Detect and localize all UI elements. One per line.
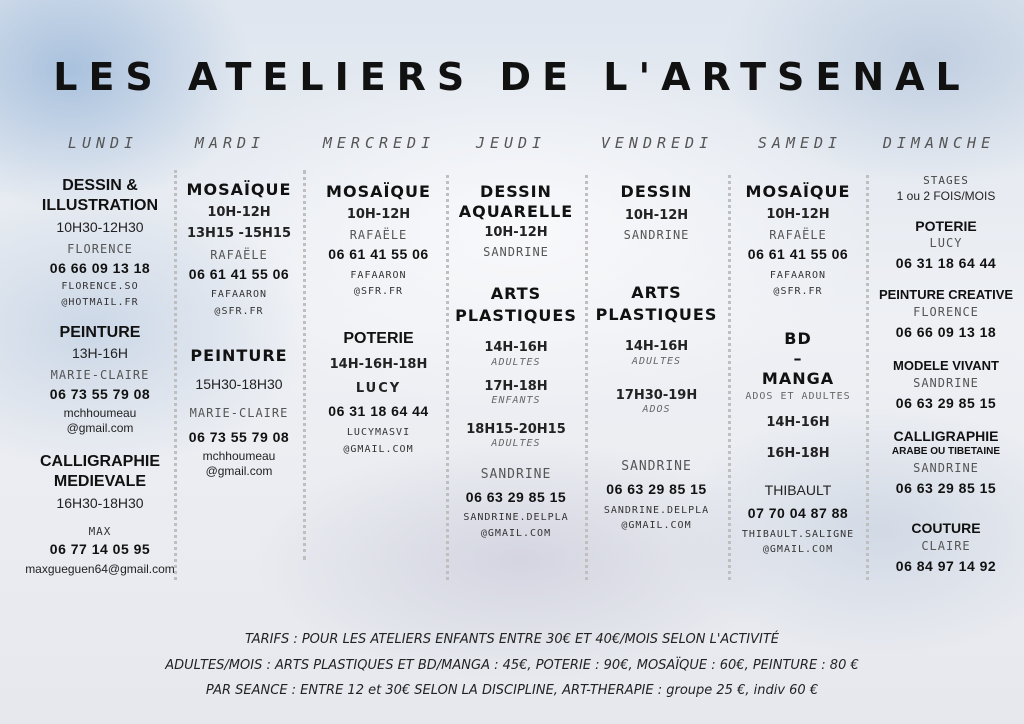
workshop-time: 10H-12H bbox=[207, 205, 271, 220]
workshop-time: 10H-12H bbox=[484, 225, 548, 240]
phone-number: 06 84 97 14 92 bbox=[895, 558, 997, 575]
phone-number: 06 77 14 05 95 bbox=[49, 541, 151, 558]
column-dimanche bbox=[870, 174, 1022, 576]
email: @SFR.FR bbox=[214, 305, 264, 317]
teacher-name: RAFAËLE bbox=[769, 228, 827, 243]
workshop-title: – bbox=[793, 348, 803, 368]
phone-number: 06 31 18 64 44 bbox=[328, 403, 429, 420]
column-vendredi bbox=[585, 182, 728, 533]
day-header-mardi: MARDI bbox=[194, 134, 266, 152]
email: FAFAARON bbox=[210, 289, 268, 300]
workshop-time: 13H-16H bbox=[71, 345, 129, 361]
teacher-name: CLAIRE bbox=[921, 539, 971, 554]
phone-number: 06 61 41 55 06 bbox=[328, 246, 429, 263]
workshop-title: MODELE VIVANT bbox=[893, 357, 999, 373]
teacher-name: SANDRINE bbox=[623, 228, 690, 243]
workshop-time: 18H15-20H15 bbox=[466, 421, 566, 437]
email: @gmail.com bbox=[66, 421, 134, 435]
workshop-time: 10H30-12H30 bbox=[56, 219, 144, 235]
day-header-lundi: LUNDI bbox=[67, 134, 139, 152]
phone-number: 06 63 29 85 15 bbox=[895, 394, 997, 411]
teacher-name: RAFAËLE bbox=[210, 247, 268, 262]
workshop-title: DESSIN bbox=[480, 182, 552, 201]
phone-number: 06 63 29 85 15 bbox=[606, 481, 707, 497]
teacher-name: MARIE-CLAIRE bbox=[189, 405, 289, 420]
email: SANDRINE.DELPLA bbox=[463, 512, 569, 524]
audience-label: ADULTES bbox=[491, 356, 541, 368]
workshop-time: 10H-12H bbox=[624, 208, 689, 223]
workshop-title: PEINTURE bbox=[190, 346, 288, 365]
workshop-title: CALLIGRAPHIE bbox=[40, 453, 160, 470]
workshop-title: DESSIN bbox=[620, 182, 693, 201]
email: mchhoumeau bbox=[63, 406, 137, 420]
email: FAFAARON bbox=[769, 269, 827, 281]
workshop-subtitle: ARABE OU TIBETAINE bbox=[891, 445, 1001, 457]
teacher-name: FLORENCE bbox=[913, 305, 979, 319]
email: @SFR.FR bbox=[353, 286, 404, 298]
phone-number: 06 66 09 13 18 bbox=[49, 259, 151, 276]
email: maxgueguen64@gmail.com bbox=[25, 561, 175, 576]
email: @GMAIL.COM bbox=[480, 527, 552, 539]
pricing-line-adults: ADULTES/MOIS : ARTS PLASTIQUES ET BD/MANGA : 45€, POTERIE : 90€, MOSAÏQUE : 60€, PEINTURE : 80 € bbox=[165, 658, 859, 673]
workshop-title: POTERIE bbox=[343, 329, 414, 347]
workshop-time: 10H-12H bbox=[346, 207, 411, 222]
workshop-time: 13H15 -15H15 bbox=[186, 226, 292, 242]
workshop-time: 14H-16H bbox=[766, 415, 830, 431]
phone-number: 06 31 18 64 44 bbox=[895, 255, 997, 272]
teacher-name: THIBAULT bbox=[764, 481, 832, 498]
workshop-time: 16H30-18H30 bbox=[56, 495, 144, 511]
email: @HOTMAIL.FR bbox=[61, 296, 139, 308]
day-header-samedi: SAMEDI bbox=[757, 134, 843, 152]
email: @gmail.com bbox=[205, 464, 273, 478]
email: FAFAARON bbox=[350, 269, 407, 281]
teacher-name: SANDRINE bbox=[621, 458, 692, 474]
workshop-time: 14H-16H-18H bbox=[329, 356, 428, 372]
teacher-name: SANDRINE bbox=[483, 245, 549, 260]
workshop-title: PEINTURE CREATIVE bbox=[878, 286, 1014, 302]
audience-label: ENFANTS bbox=[491, 395, 541, 407]
phone-number: 07 70 04 87 88 bbox=[747, 505, 849, 522]
workshop-title: ILLUSTRATION bbox=[41, 197, 159, 214]
workshop-title: MANGA bbox=[761, 368, 835, 388]
email: SANDRINE.DELPLA bbox=[603, 504, 710, 516]
phone-number: 06 61 41 55 06 bbox=[747, 246, 849, 263]
workshop-time: 10H-12H bbox=[766, 207, 830, 222]
day-header-jeudi: JEUDI bbox=[475, 134, 547, 152]
phone-number: 06 66 09 13 18 bbox=[895, 324, 997, 340]
phone-number: 06 73 55 79 08 bbox=[188, 428, 290, 445]
teacher-name: SANDRINE bbox=[913, 461, 979, 476]
workshop-title: PLASTIQUES bbox=[595, 305, 718, 325]
workshop-time: 16H-18H bbox=[766, 445, 830, 461]
day-header-mercredi: MERCREDI bbox=[322, 134, 436, 152]
teacher-name: MARIE-CLAIRE bbox=[50, 367, 150, 382]
email: FLORENCE.SO bbox=[61, 281, 139, 292]
teacher-name: FLORENCE bbox=[67, 241, 133, 256]
workshop-title: MEDIEVALE bbox=[53, 473, 147, 490]
email: @SFR.FR bbox=[773, 286, 823, 298]
page-title: LES ATELIERS DE L'ARTSENAL bbox=[53, 55, 971, 99]
column-jeudi bbox=[445, 182, 587, 540]
pricing-line-children: TARIFS : POUR LES ATELIERS ENFANTS ENTRE 30€ ET 40€/MOIS SELON L'ACTIVITÉ bbox=[244, 632, 780, 647]
column-samedi bbox=[728, 182, 868, 557]
stages-label: 1 ou 2 FOIS/MOIS bbox=[896, 188, 996, 203]
phone-number: 06 63 29 85 15 bbox=[895, 480, 997, 497]
phone-number: 06 73 55 79 08 bbox=[49, 385, 151, 402]
workshop-title: BD bbox=[784, 328, 812, 348]
phone-number: 06 63 29 85 15 bbox=[465, 488, 567, 505]
workshop-title: CALLIGRAPHIE bbox=[893, 428, 999, 445]
email: THIBAULT.SALIGNE bbox=[741, 528, 855, 540]
workshop-title: PLASTIQUES bbox=[455, 306, 577, 326]
column-mardi bbox=[168, 180, 310, 479]
workshop-title: MOSAÏQUE bbox=[326, 182, 431, 201]
day-header-vendredi: VENDREDI bbox=[600, 134, 714, 152]
workshop-title: ARTS bbox=[631, 283, 682, 303]
workshop-title: ARTS bbox=[490, 284, 542, 304]
email: LUCYMASVI bbox=[346, 426, 411, 438]
audience-label: ADULTES bbox=[631, 355, 682, 367]
audience-label: ADOS bbox=[642, 404, 671, 416]
audience-label: ADOS ET ADULTES bbox=[745, 390, 851, 402]
teacher-name: MAX bbox=[88, 524, 112, 538]
audience-label: ADULTES bbox=[491, 438, 541, 449]
workshop-title: MOSAÏQUE bbox=[186, 180, 292, 199]
workshop-time: 17H30-19H bbox=[615, 388, 698, 403]
column-mercredi bbox=[306, 182, 451, 457]
email: mchhoumeau bbox=[202, 449, 276, 463]
phone-number: 06 61 41 55 06 bbox=[188, 265, 290, 282]
workshop-title: DESSIN & bbox=[62, 177, 138, 194]
workshop-title: AQUARELLE bbox=[458, 202, 574, 221]
workshop-time: 14H-16H bbox=[624, 339, 689, 355]
workshop-title: POTERIE bbox=[915, 217, 977, 234]
day-header-dimanche: DIMANCHE bbox=[882, 134, 996, 152]
email: @GMAIL.COM bbox=[762, 544, 834, 556]
workshop-time: 14H-16H bbox=[484, 340, 548, 356]
workshop-time: 17H-18H bbox=[484, 379, 548, 394]
email: @GMAIL.COM bbox=[343, 444, 414, 456]
teacher-name: SANDRINE bbox=[480, 466, 552, 482]
workshop-title: PEINTURE bbox=[59, 324, 141, 341]
email: @GMAIL.COM bbox=[621, 520, 692, 531]
column-lundi bbox=[25, 176, 175, 577]
workshop-title: COUTURE bbox=[911, 519, 981, 536]
workshop-time: 15H30-18H30 bbox=[195, 376, 283, 392]
teacher-name: LUCY bbox=[929, 236, 963, 251]
pricing-line-session: PAR SEANCE : ENTRE 12 et 30€ SELON LA DISCIPLINE, ART-THERAPIE : groupe 25 €, indiv 60 € bbox=[205, 683, 819, 698]
stages-label: STAGES bbox=[923, 174, 969, 187]
teacher-name: SANDRINE bbox=[913, 375, 979, 390]
teacher-name: LUCY bbox=[355, 381, 402, 396]
teacher-name: RAFAËLE bbox=[349, 228, 408, 243]
workshop-title: MOSAÏQUE bbox=[745, 182, 851, 201]
